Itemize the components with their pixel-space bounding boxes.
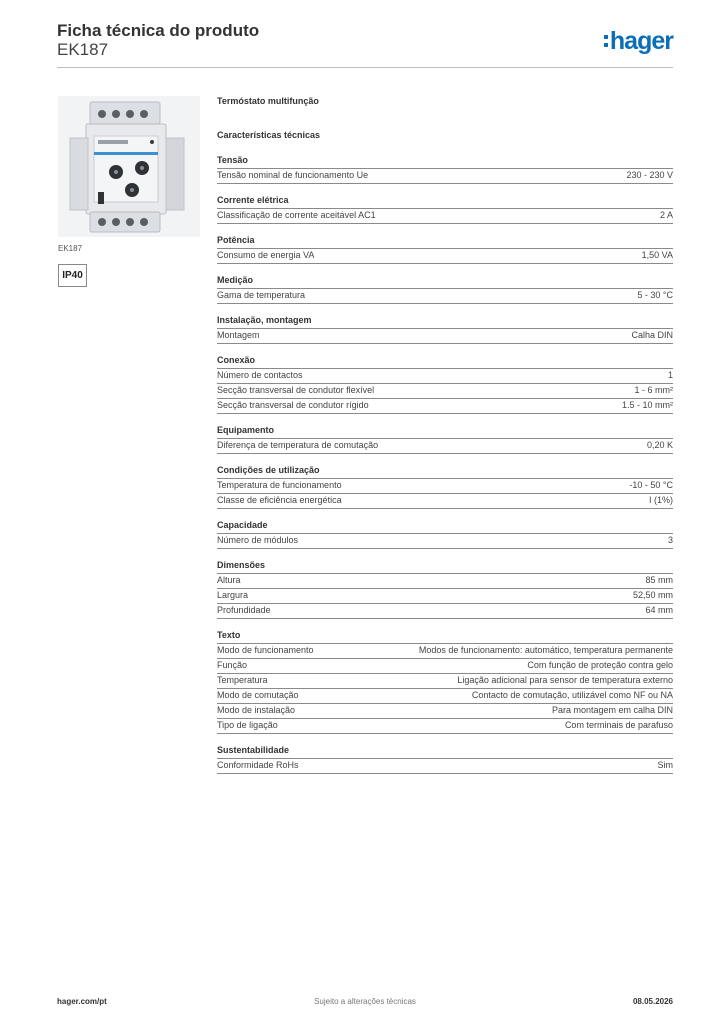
section-title: Texto: [217, 630, 673, 644]
spec-row: [217, 704, 673, 719]
spec-row: [217, 384, 673, 399]
spec-value: 64 mm: [645, 605, 673, 615]
spec-label: Gama de temperatura: [217, 290, 306, 300]
spec-row: [217, 689, 673, 704]
spec-value: 3: [667, 535, 673, 545]
logo-dots-icon: [604, 35, 608, 47]
hager-logo: [604, 27, 673, 55]
spec-label: Modo de instalação: [217, 705, 296, 715]
spec-section: [217, 520, 673, 549]
section-title: Capacidade: [217, 520, 673, 534]
spec-row: [217, 604, 673, 619]
spec-value: I (1%): [648, 495, 673, 505]
spec-value: Contacto de comutação, utilizável como NF ou NA: [471, 690, 673, 700]
section-title: Potência: [217, 235, 673, 249]
spec-label: Profundidade: [217, 605, 271, 615]
section-title: Medição: [217, 275, 673, 289]
spec-label: Altura: [217, 575, 241, 585]
spec-section: [217, 235, 673, 264]
document-title: Ficha técnica do produto: [57, 21, 260, 40]
spec-label: Diferença de temperatura de comutação: [217, 440, 379, 450]
spec-value: 0,20 K: [646, 440, 673, 450]
product-name: Termóstato multifunção: [217, 96, 319, 106]
spec-section: [217, 560, 673, 619]
spec-label: Classe de eficiência energética: [217, 495, 342, 505]
spec-label: Classificação de corrente aceitável AC1: [217, 210, 376, 220]
footer-website: hager.com/pt: [57, 997, 107, 1006]
spec-section: [217, 465, 673, 509]
spec-row: [217, 369, 673, 384]
spec-section: [217, 195, 673, 224]
section-title: Sustentabilidade: [217, 745, 673, 759]
spec-row: [217, 589, 673, 604]
spec-label: Modo de funcionamento: [217, 645, 314, 655]
spec-label: Número de módulos: [217, 535, 299, 545]
spec-section: [217, 745, 673, 774]
thermostat-device-illustration: [58, 96, 200, 237]
spec-row: [217, 209, 673, 224]
spec-row: [217, 674, 673, 689]
spec-row: [217, 574, 673, 589]
spec-label: Função: [217, 660, 248, 670]
spec-value: 230 - 230 V: [626, 170, 673, 180]
spec-label: Temperatura: [217, 675, 268, 685]
spec-content: [217, 96, 673, 785]
section-title: Equipamento: [217, 425, 673, 439]
spec-value: 1.5 - 10 mm²: [621, 400, 673, 410]
spec-section: [217, 630, 673, 734]
product-code: EK187: [57, 40, 109, 59]
product-image-caption: EK187: [58, 244, 83, 253]
spec-value: Calha DIN: [631, 330, 673, 340]
spec-row: [217, 329, 673, 344]
spec-section: [217, 315, 673, 344]
header-divider: [57, 67, 673, 68]
spec-value: -10 - 50 °C: [629, 480, 673, 490]
spec-value: Com função de proteção contra gelo: [527, 660, 673, 670]
footer-date: 08.05.2026: [632, 997, 673, 1006]
spec-value: 52,50 mm: [632, 590, 673, 600]
spec-label: Número de contactos: [217, 370, 303, 380]
spec-section: [217, 425, 673, 454]
spec-label: Consumo de energia VA: [217, 250, 315, 260]
spec-section: [217, 275, 673, 304]
spec-row: [217, 479, 673, 494]
spec-value: 1 - 6 mm²: [634, 385, 673, 395]
spec-row: [217, 644, 673, 659]
spec-row: [217, 494, 673, 509]
spec-value: 85 mm: [645, 575, 673, 585]
spec-label: Modo de comutação: [217, 690, 299, 700]
page-header: [57, 21, 673, 71]
spec-value: Ligação adicional para sensor de temperatura externo: [457, 675, 673, 685]
section-title: Dimensões: [217, 560, 673, 574]
spec-value: Para montagem em calha DIN: [551, 705, 673, 715]
spec-label: Tensão nominal de funcionamento Ue: [217, 170, 369, 180]
spec-row: [217, 759, 673, 774]
logo-text: hager: [609, 26, 673, 55]
spec-value: 5 - 30 °C: [637, 290, 673, 300]
spec-value: Sim: [657, 760, 673, 770]
spec-row: [217, 249, 673, 264]
spec-row: [217, 534, 673, 549]
footer-notice: Sujeito a alterações técnicas: [314, 997, 416, 1006]
section-title: Condições de utilização: [217, 465, 673, 479]
spec-sections: [217, 155, 673, 774]
spec-section: [217, 355, 673, 414]
spec-label: Tipo de ligação: [217, 720, 278, 730]
spec-section: [217, 155, 673, 184]
spec-label: Secção transversal de condutor flexível: [217, 385, 375, 395]
spec-value: 1,50 VA: [641, 250, 673, 260]
spec-value: Modos de funcionamento: automático, temperatura permanente: [418, 645, 673, 655]
spec-row: [217, 169, 673, 184]
spec-label: Secção transversal de condutor rígido: [217, 400, 369, 410]
product-image: [58, 96, 200, 237]
spec-value: 2 A: [659, 210, 673, 220]
section-title: Tensão: [217, 155, 673, 169]
spec-row: [217, 399, 673, 414]
characteristics-heading: Características técnicas: [217, 130, 321, 140]
spec-row: [217, 439, 673, 454]
ip-rating-badge: IP40: [58, 264, 87, 287]
spec-label: Montagem: [217, 330, 260, 340]
spec-label: Largura: [217, 590, 249, 600]
spec-value: Com terminais de parafuso: [564, 720, 673, 730]
section-title: Corrente elétrica: [217, 195, 673, 209]
spec-label: Temperatura de funcionamento: [217, 480, 342, 490]
spec-value: 1: [667, 370, 673, 380]
spec-row: [217, 289, 673, 304]
section-title: Conexão: [217, 355, 673, 369]
spec-row: [217, 719, 673, 734]
section-title: Instalação, montagem: [217, 315, 673, 329]
spec-row: [217, 659, 673, 674]
spec-label: Conformidade RoHs: [217, 760, 299, 770]
